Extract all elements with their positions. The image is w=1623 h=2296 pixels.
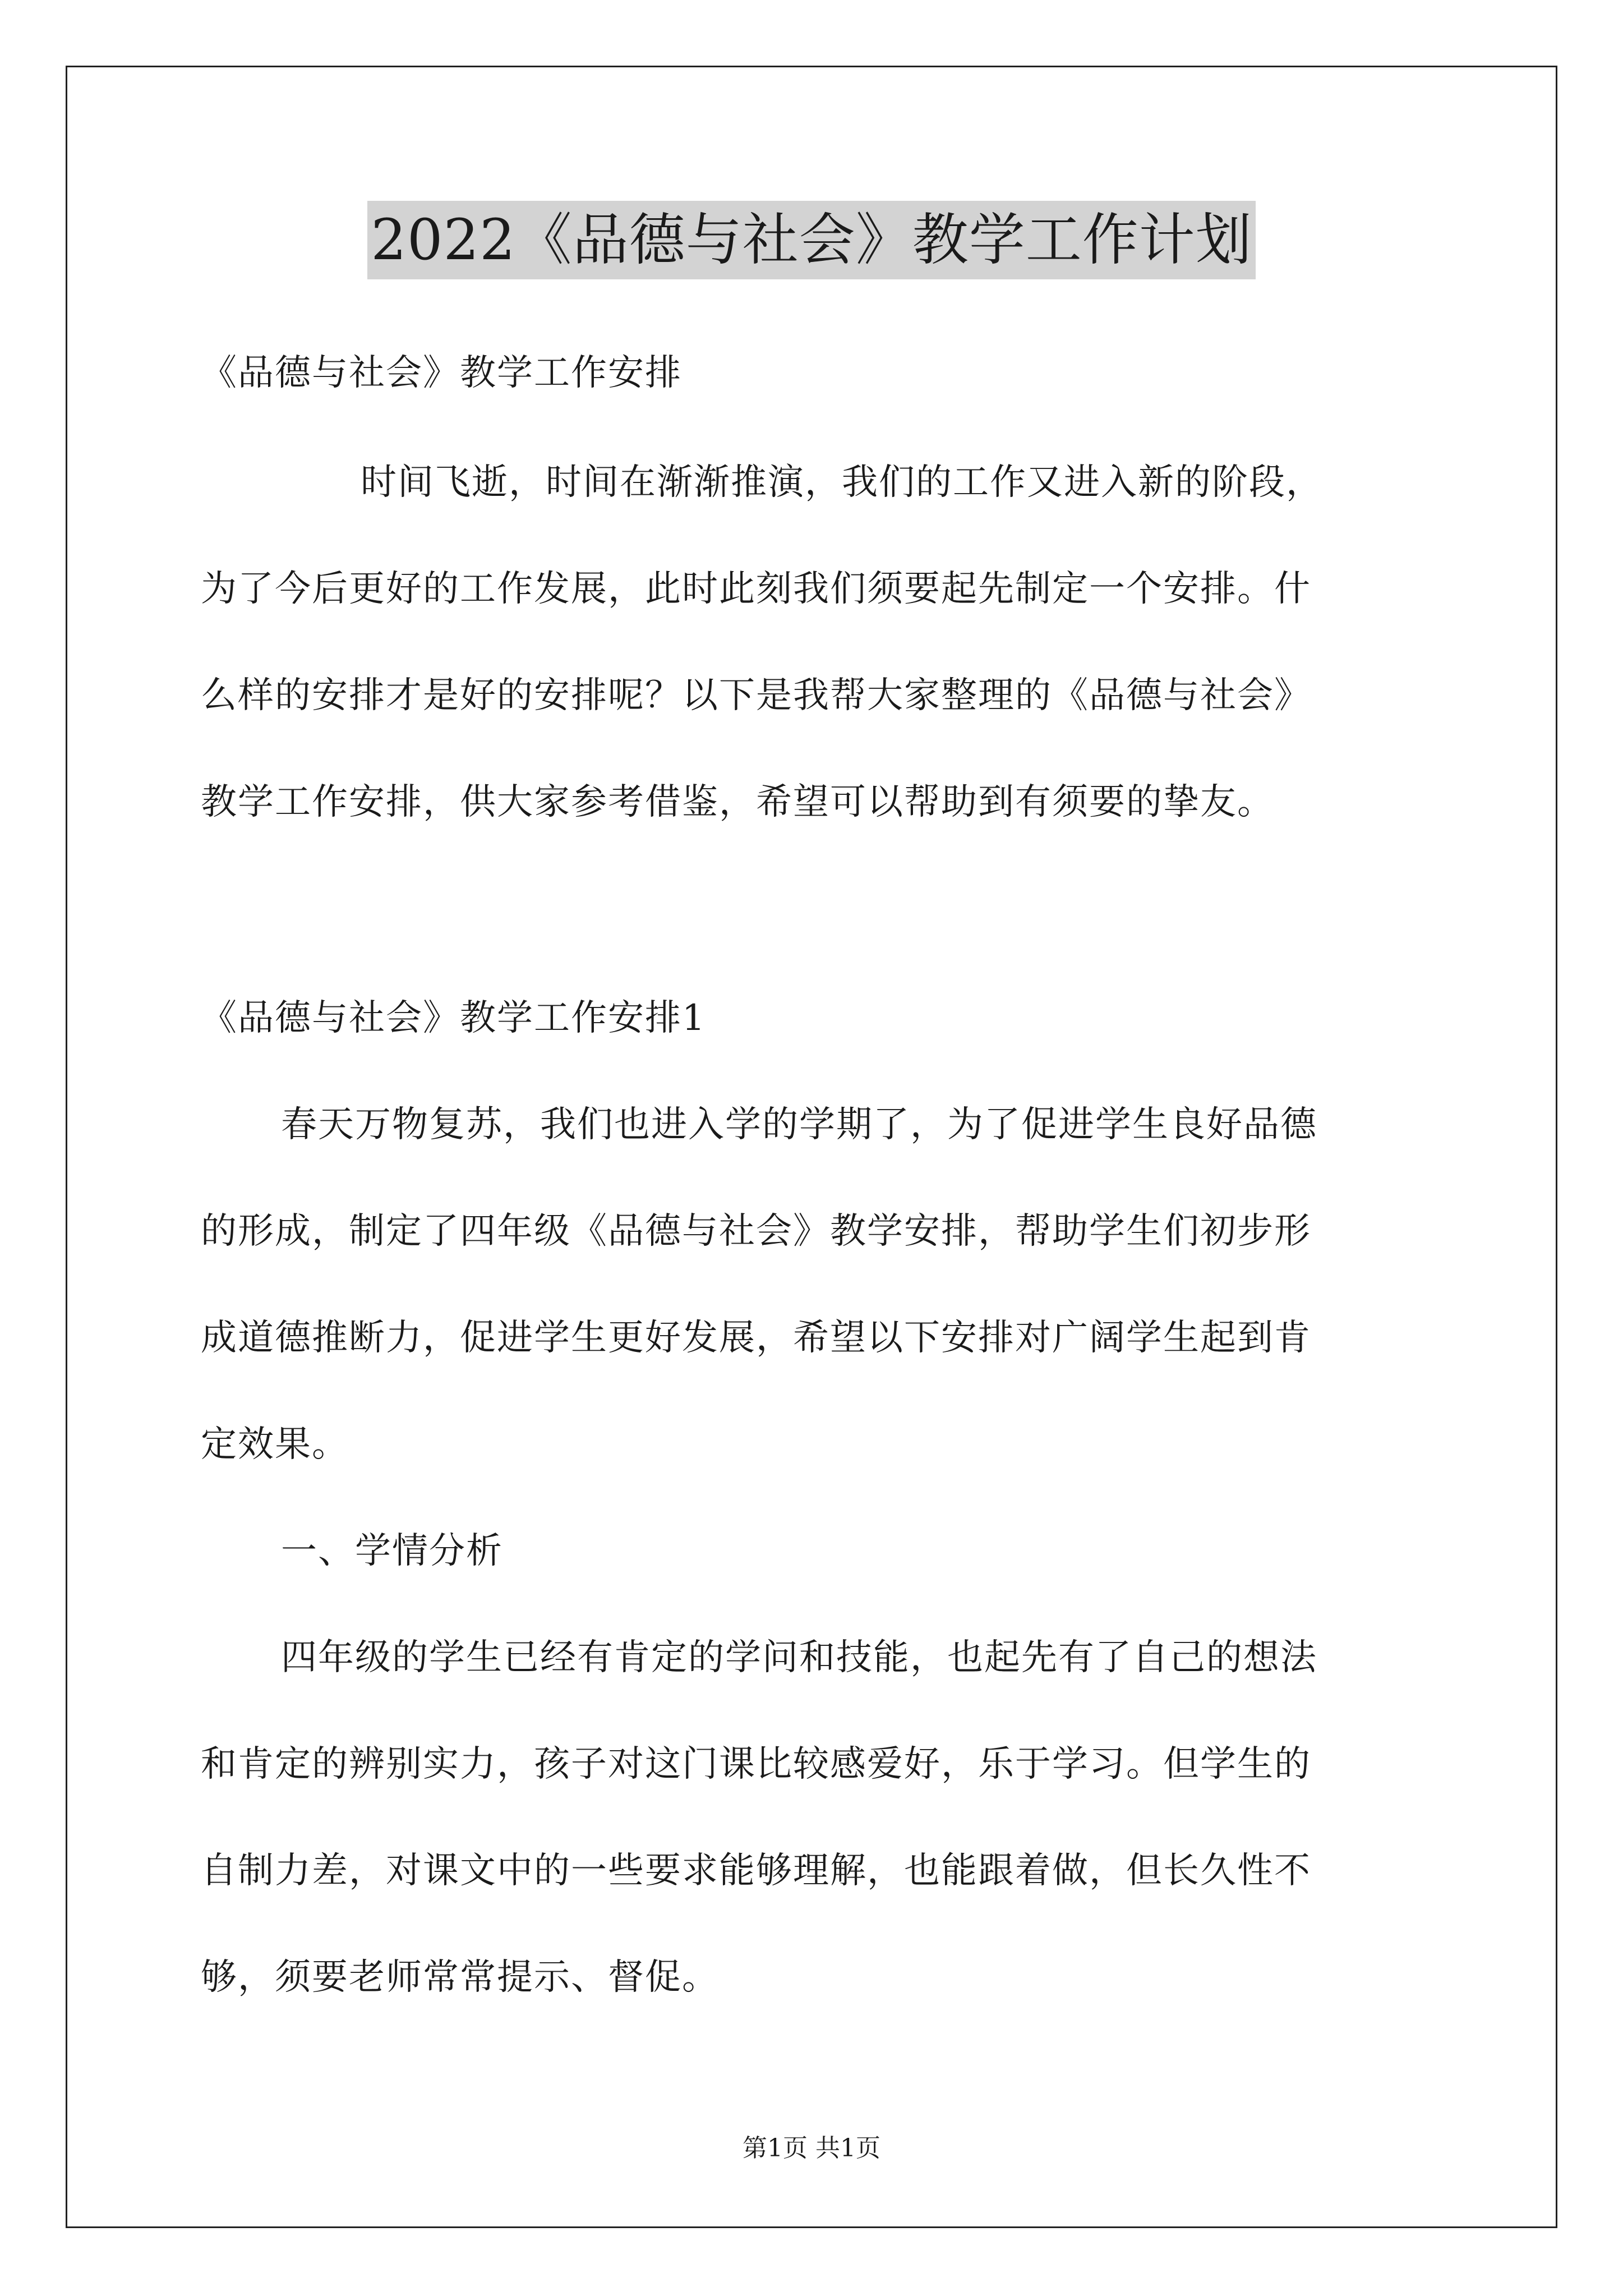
page-footer: 第1页 共1页: [743, 2134, 880, 2162]
paragraph-line: 和肯定的辨别实力，孩子对这门课比较感爱好，乐于学习。但学生的: [201, 1743, 1311, 1785]
document-title: 2022《品德与社会》教学工作计划: [367, 201, 1256, 279]
paragraph-line: 教学工作安排，供大家参考借鉴，希望可以帮助到有须要的挚友。: [201, 781, 1274, 823]
paragraph-line: 够，须要老师常常提示、督促。: [201, 1957, 719, 1998]
paragraph-line: 的形成，制定了四年级《品德与社会》教学安排，帮助学生们初步形: [201, 1211, 1311, 1252]
paragraph-line: 四年级的学生已经有肯定的学问和技能，也起先有了自己的想法: [281, 1637, 1317, 1678]
paragraph-line: 时间飞逝，时间在渐渐推演，我们的工作又进入新的阶段，: [361, 462, 1323, 503]
paragraph-line: 自制力差，对课文中的一些要求能够理解，也能跟着做，但长久性不: [201, 1850, 1311, 1892]
paragraph-line: 成道德推断力，促进学生更好发展，希望以下安排对广阔学生起到肯: [201, 1317, 1311, 1359]
paragraph-line: 春天万物复苏，我们也进入学的学期了，为了促进学生良好品德: [281, 1104, 1317, 1145]
section-heading: 《品德与社会》教学工作安排: [201, 352, 682, 394]
section-heading: 《品德与社会》教学工作安排1: [201, 997, 706, 1039]
paragraph-line: 么样的安排才是好的安排呢？以下是我帮大家整理的《品德与社会》: [201, 675, 1311, 716]
title-container: [0, 201, 1623, 279]
paragraph-line: 定效果。: [201, 1424, 349, 1465]
paragraph-line: 为了今后更好的工作发展，此时此刻我们须要起先制定一个安排。什: [201, 568, 1311, 610]
subsection-heading: 一、学情分析: [281, 1530, 503, 1572]
